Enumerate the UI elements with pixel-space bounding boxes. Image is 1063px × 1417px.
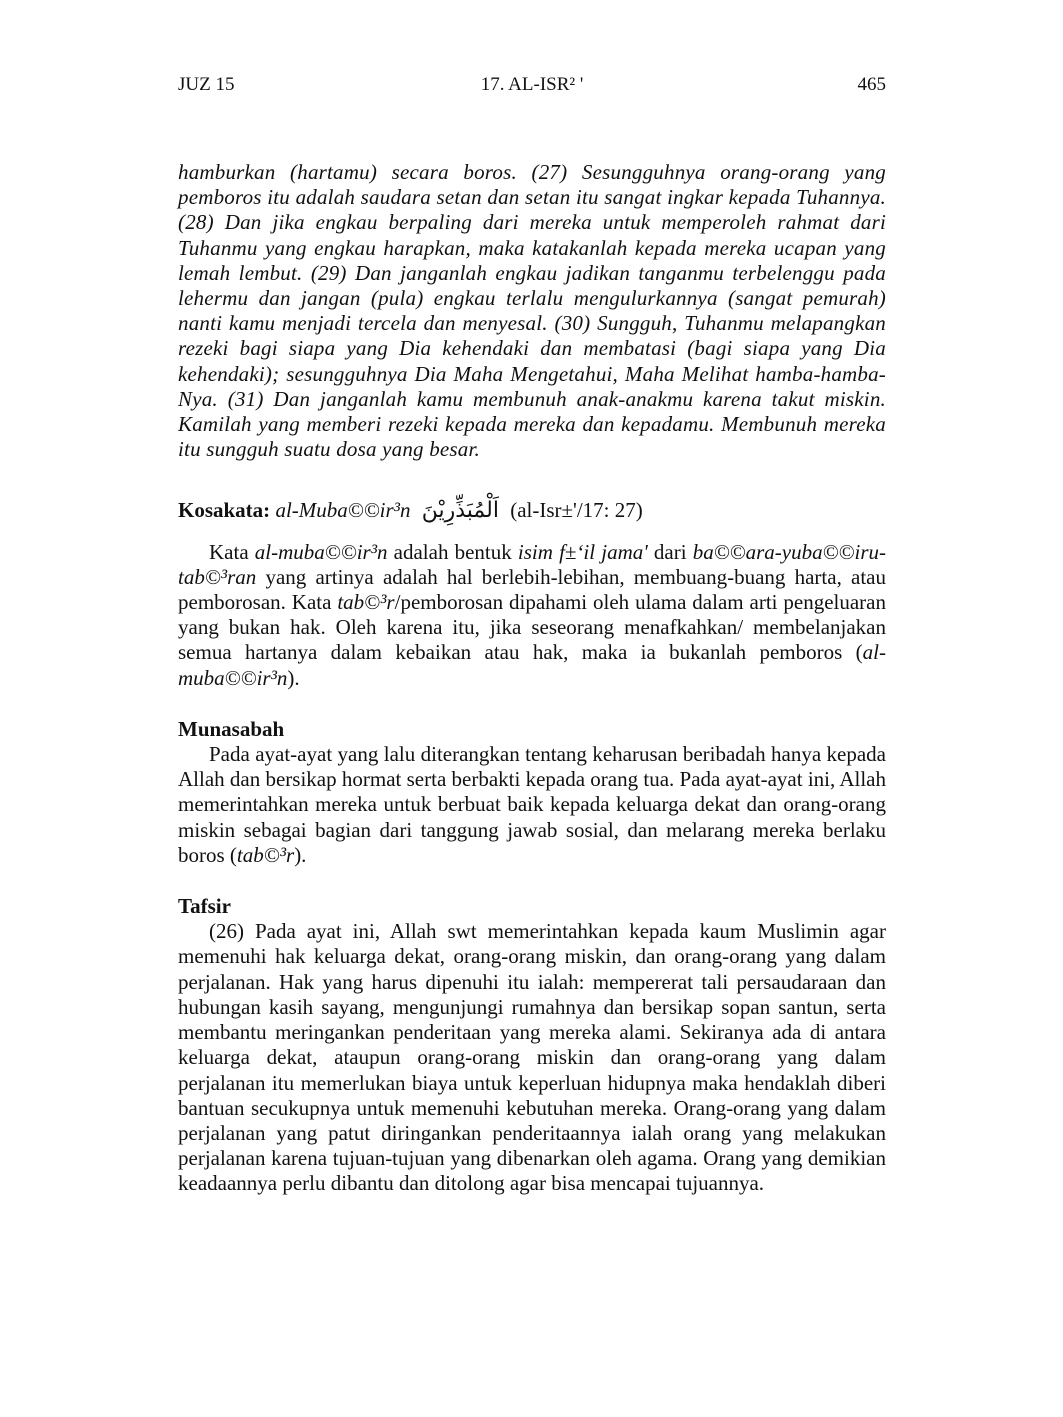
italic-term: al-muba©©ir³n bbox=[178, 640, 886, 690]
text-run: dari bbox=[647, 539, 693, 564]
kosakata-label: Kosakata: bbox=[178, 498, 271, 523]
kosakata-heading bbox=[178, 498, 886, 523]
tafsir-heading: Tafsir bbox=[178, 894, 231, 919]
text-run: adalah bentuk bbox=[387, 539, 518, 564]
page-body bbox=[178, 160, 886, 1197]
text-run: yang artinya adalah hal berlebih-lebihan, membuang-buang harta, atau pemborosan. Kata bbox=[178, 564, 886, 615]
munasabah-heading: Munasabah bbox=[178, 716, 285, 741]
arabic-term: اَلْمُبَذِّرِيْنَ bbox=[421, 498, 499, 524]
italic-term: ba©©ara-yuba©©iru-tab©³ran bbox=[178, 539, 887, 589]
italic-term: tab©³r bbox=[337, 590, 395, 615]
surah-title: 17. AL-ISR² ' bbox=[480, 74, 584, 95]
tafsir-paragraph: (26) Pada ayat ini, Allah swt memerintahkan kepada kaum Muslimin agar memenuhi hak keluarga dekat, orang-orang miskin, dan orang-orang yang dalam perjalanan. Hak yang harus dipenuhi itu ialah: mempererat tali persaudaraan dan hubungan kasih sayang, mengunjungi rumahnya dan bersikap sopan santun, serta membantu meringankan penderitaan yang mereka alami. Sekiranya ada di antara keluarga dekat, ataupun orang-orang miskin dan orang-orang yang dalam perjalanan itu memerlukan biaya untuk keperluan hidupnya maka hendaklah diberi bantuan secukupnya untuk memenuhi kebutuhan mereka. Orang-orang yang dalam perjalanan yang patut diringankan penderitaannya ialah orang yang melakukan perjalanan karena tujuan-tujuan yang dibenarkan oleh agama. Orang yang demikian keadaannya perlu dibantu dan ditolong agar bisa mencapai tujuannya. bbox=[178, 919, 886, 1196]
italic-term: tab©³r bbox=[236, 842, 295, 867]
page-number: 465 bbox=[857, 74, 886, 95]
page-header bbox=[178, 74, 886, 102]
verse-reference: (al-Isr±'/17: 27) bbox=[510, 498, 643, 523]
text-run: /pemborosan dipahami oleh ulama dalam arti pengeluaran yang bukan hak. Oleh karena itu, jika seseorang menafkahkan/ membelanjakan semua hartanya dalam kebaikan atau hak, maka ia bukanlah pemboros ( bbox=[178, 590, 886, 665]
kosakata-paragraph bbox=[178, 540, 886, 691]
munasabah-paragraph bbox=[178, 742, 886, 868]
verse-translation: hamburkan (hartamu) secara boros. (27) Sesungguhnya orang-orang yang pemboros itu adalah saudara setan dan setan itu sangat ingkar kepada Tuhannya. (28) Dan jika engkau berpaling dari mereka untuk memperoleh rahmat dari Tuhanmu yang engkau harapkan, maka katakanlah kepada mereka ucapan yang lemah lembut. (29) Dan janganlah engkau jadikan tanganmu terbelenggu pada lehermu dan jangan (pula) engkau terlalu mengulurkannya (sangat pemurah) nanti kamu menjadi tercela dan menyesal. (30) Sungguh, Tuhanmu melapangkan rezeki bagi siapa yang Dia kehendaki dan membatasi (bagi siapa yang Dia kehendaki); sesungguhnya Dia Maha Mengetahui, Maha Melihat hamba-hamba-Nya. (31) Dan janganlah kamu membunuh anak-anakmu karena takut miskin. Kamilah yang memberi rezeki kepada mereka dan kepadamu. Membunuh mereka itu sungguh suatu dosa yang besar. bbox=[178, 160, 886, 462]
text-run: ). bbox=[294, 842, 307, 867]
italic-term: al-muba©©ir³n bbox=[254, 539, 388, 564]
text-run: Pada ayat-ayat yang lalu diterangkan tentang keharusan beribadah hanya kepada Allah dan bersikap hormat serta berbakti kepada orang tua. Pada ayat-ayat ini, Allah memerintahkan mereka untuk berbuat baik kepada keluarga dekat dan orang-orang miskin sebagai bagian dari tanggung jawab sosial, dan melarang mereka berlaku boros ( bbox=[178, 742, 886, 867]
italic-term: isim f±‘il jama' bbox=[517, 539, 648, 564]
kosakata-term: al-Muba©©ir³n bbox=[275, 498, 411, 523]
text-run: ). bbox=[287, 665, 300, 690]
text-run: Kata bbox=[209, 539, 255, 564]
juz-label: JUZ 15 bbox=[178, 74, 235, 95]
